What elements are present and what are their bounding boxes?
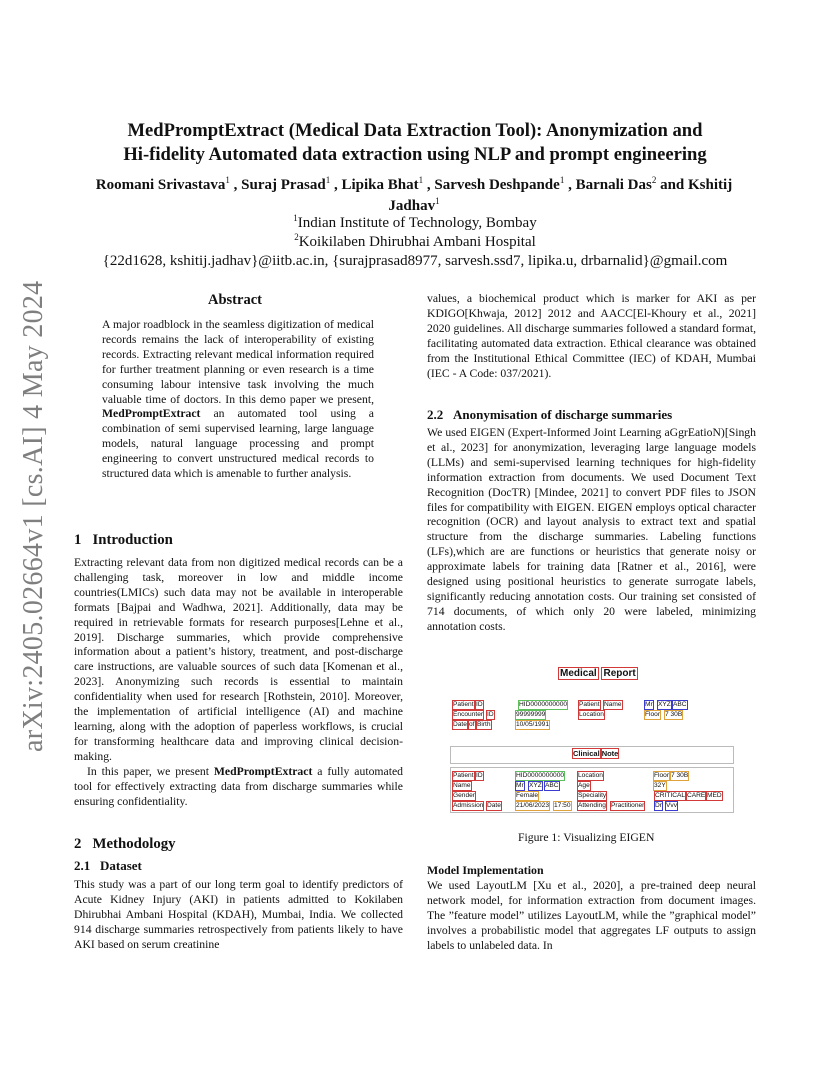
fig-token: Date [453, 721, 467, 728]
subsection-title: Anonymisation of discharge summaries [453, 407, 673, 422]
section-title: Methodology [92, 836, 176, 852]
fig-token: Practitioner [611, 802, 645, 809]
fig-token: ABC [545, 782, 559, 789]
fig-token: Mr [645, 701, 653, 708]
affiliation-1-text: Indian Institute of Technology, Bombay [297, 215, 537, 231]
fig-token: HID0000000000 [516, 772, 565, 779]
subsection-heading-anonymisation [427, 407, 672, 423]
abstract-text: an automated tool using a combination of semi supervised learning, large language models, natural language processing and prompt engineering to convert unstructured medical records to structured data which is amenable to further analysis. [102, 407, 374, 481]
fig-token: ID [476, 701, 483, 708]
fig-token: 7 30B [671, 772, 689, 779]
affiliation-mark: 1 [225, 175, 230, 185]
fig-token: Medical [560, 668, 597, 679]
section-title: Introduction [92, 532, 173, 548]
subsection-number: 2.2 [427, 407, 444, 422]
tool-name: MedPromptExtract [102, 407, 201, 421]
dataset-body-continued: values, a biochemical product which is marker for AKI as per KDIGO[Khwaja, 2012] 2012 and AACC[El-Khoury et al., 2021] 2020 guidelines. All discharge summaries followed a standard format, facilitating automated data extraction. Ethical clearance was obtained from the Institutional Ethical Committee (IEC) of KDAH, Mumbai (IEC - A Code: 037/2021). [427, 292, 756, 380]
tool-name: MedPromptExtract [213, 764, 313, 778]
author-name: Barnali Das [575, 177, 652, 193]
fig-token: Patient [453, 772, 474, 779]
paper-title-line1: MedPromptExtract (Medical Data Extraction Tool): Anonymization and [127, 120, 703, 141]
paper-title [60, 119, 770, 167]
model-body: We used LayoutLM [Xu et al., 2020], a pre-trained deep neural network model, for information extraction from document images. The ”feature model” utilizes LayoutLM, while the ”graphical model” involves a probabilistic model that aggregates LF outputs to assign labels to unlabeled data. In [427, 879, 756, 952]
intro-p2-text: a fully automated tool for effectively extracting data from discharge summaries while ensuring confidentiality. [74, 764, 403, 808]
fig-token: Name [453, 782, 471, 789]
subsection-number: 2.1 [74, 858, 91, 873]
author-name: Sarvesh Deshpande [434, 177, 560, 193]
subsection-title: Dataset [100, 858, 142, 873]
intro-p2-text: In this paper, we present [87, 764, 214, 778]
fig-token: 32Y [654, 782, 666, 789]
fig-token: 99999999 [516, 711, 546, 718]
fig-token: XYZ [529, 782, 542, 789]
fig-header-clinical-note [572, 750, 619, 758]
affiliation-mark: 2 [651, 175, 657, 185]
fig-token: Age [578, 782, 590, 789]
fig-token: CRITICAL [655, 792, 686, 799]
affiliation-mark: 1 [418, 175, 424, 185]
fig-token: Admission [453, 802, 484, 809]
section-heading-intro [74, 532, 173, 549]
model-heading: Model Implementation [427, 863, 544, 877]
subsection-heading-dataset [74, 858, 142, 874]
fig-token: Clinical [573, 749, 600, 758]
fig-token: Name [604, 701, 622, 708]
paper-title-line2: Hi-fidelity Automated data extraction using NLP and prompt engineering [123, 144, 707, 165]
fig-token: Dr [655, 802, 662, 809]
intro-body [74, 556, 403, 809]
dataset-body: This study was a part of our long term goal to identify predictors of Acute Kidney Injury (AKI) in patients admitted to Kokilaben Dhirubhai Ambani Hospital (KDAH), Mumbai, India. We collected 914 discharge summaries retrospectively from patients likely to have AKI based on serum creatinine [74, 878, 403, 951]
fig-token: Date [487, 802, 501, 809]
email-line: {22d1628, kshitij.jadhav}@iitb.ac.in, {surajprasad8977, sarvesh.ssd7, lipika.u, drbarnalid}@gmail.com [102, 253, 728, 269]
fig-token: ABC [673, 701, 687, 708]
fig-token: Gender [453, 792, 475, 799]
author-name: Lipika Bhat [341, 177, 419, 193]
section-number: 1 [74, 532, 82, 548]
abstract-body [102, 318, 374, 482]
author-list: Roomani Srivastava$^1$ , Suraj Prasad$^1$ , Lipika Bhat$^1$ , Sarvesh Deshpande$^1$ , Barnali Das$^2$ and Kshitij Jadhav$^1$ [95, 175, 733, 214]
fig-token: HID0000000000 [519, 701, 568, 708]
fig-token: Note [601, 749, 619, 758]
fig-token: Mr [516, 782, 524, 789]
author-name: Kshitij Jadhav [388, 177, 733, 214]
fig-token: ID [476, 772, 483, 779]
anonymisation-body: We used EIGEN (Expert-Informed Joint Learning aGgrEatioN)[Singh et al., 2023] for anonymization, leveraging large language models (LLMs) and semi-supervised learning techniques for high-fidelity information extraction from documents. We used Document Text Recognition (DocTR) [Mindee, 2021] to convert PDF files to JSON files for compatibility with EIGEN. EIGEN employs optical character recognition (OCR) and layout analysis to extract text and spatial structure from the discharge summaries. Labeling functions (LFs),which are are functions or heuristics that generate noisy or approximate labels for training data [Ratner et al., 2016], were designed using positional heuristics to generate surrogate labels, significantly reducing annotation costs. Our training set consisted of 714 documents, of which only 20 were labeled, minimizing annotation costs. [427, 426, 756, 633]
affiliation-2: $^2$Koikilaben Dhirubhai Ambani Hospital [294, 232, 536, 250]
intro-paragraph-2 [74, 765, 403, 810]
affiliation-2-text: Koikilaben Dhirubhai Ambani Hospital [298, 234, 536, 250]
fig-token: 21/06/2023 [516, 802, 550, 809]
abstract-text: A major roadblock in the seamless digitization of medical records remains the lack of interoperability of existing records. Extracting relevant medical information required for further treatment planning or even research is a time consuming labour intensive task involving the much valuable time of doctors. In this demo paper we present, [102, 318, 374, 406]
fig-token: Vvv [666, 802, 677, 809]
fig-token: Birth [477, 721, 491, 728]
affiliation-mark: 1 [559, 175, 565, 185]
fig-token: XYZ [658, 701, 671, 708]
author-name: Roomani Srivastava [95, 177, 226, 193]
abstract-heading: Abstract [208, 292, 262, 308]
figure-eigen [448, 664, 738, 814]
fig-token: Location [578, 772, 603, 779]
fig-token: Patient [579, 701, 600, 708]
fig-token: Report [603, 668, 636, 679]
fig-token: Location [579, 711, 604, 718]
affiliation-mark: 1 [325, 175, 331, 185]
arxiv-stamp: arXiv:2405.02664v1 [cs.AI] 4 May 2024 [18, 280, 49, 752]
affiliation-mark: 1 [435, 196, 440, 206]
fig-token: Patient [453, 701, 474, 708]
fig-token: Attending [578, 802, 606, 809]
fig-token: of [469, 721, 475, 728]
fig-header-medical-report [558, 670, 638, 678]
fig-token: 17:50 [554, 802, 571, 809]
fig-token: Speciality [578, 792, 607, 799]
affiliation-1: $^1$Indian Institute of Technology, Bombay [293, 213, 537, 231]
fig-token: 10/05/1991 [516, 721, 550, 728]
fig-token: MED [707, 792, 722, 799]
fig-token: Encounter [453, 711, 484, 718]
figure-caption: Figure 1: Visualizing EIGEN [518, 831, 655, 844]
intro-paragraph-1: Extracting relevant data from non digitized medical records can be a challenging task, moreover in low and middle income countries(LMICs) such data may not be available in interoperable formats [Bajpai and Wadhwa, 2021]. Additionally, data may be required in retrievable formats for research purposes[Lehne et al., 2019]. Discharge summaries, which provide comprehensive information about a patient’s history, treatment, and post-discharge care instructions, are valuable sources of such data [Komenan et al., 2023]. Anonymizing such records is essential to maintain confidentiality when used for research [Rothstein, 2010]. Moreover, the implementation of artificial intelligence (AI) and machine learning, along with the adoption of paperless workflows, is crucial for transforming healthcare data and improving clinical decision-making. [74, 556, 403, 763]
fig-token: Female [516, 792, 538, 799]
fig-token: ID [487, 711, 494, 718]
fig-token: Floor [645, 711, 661, 718]
fig-token: Floor [654, 772, 670, 779]
fig-token: CARE [687, 792, 706, 799]
section-number: 2 [74, 836, 82, 852]
author-name: Suraj Prasad [241, 177, 326, 193]
fig-token: 7 30B [665, 711, 683, 718]
section-heading-methodology [74, 836, 176, 853]
